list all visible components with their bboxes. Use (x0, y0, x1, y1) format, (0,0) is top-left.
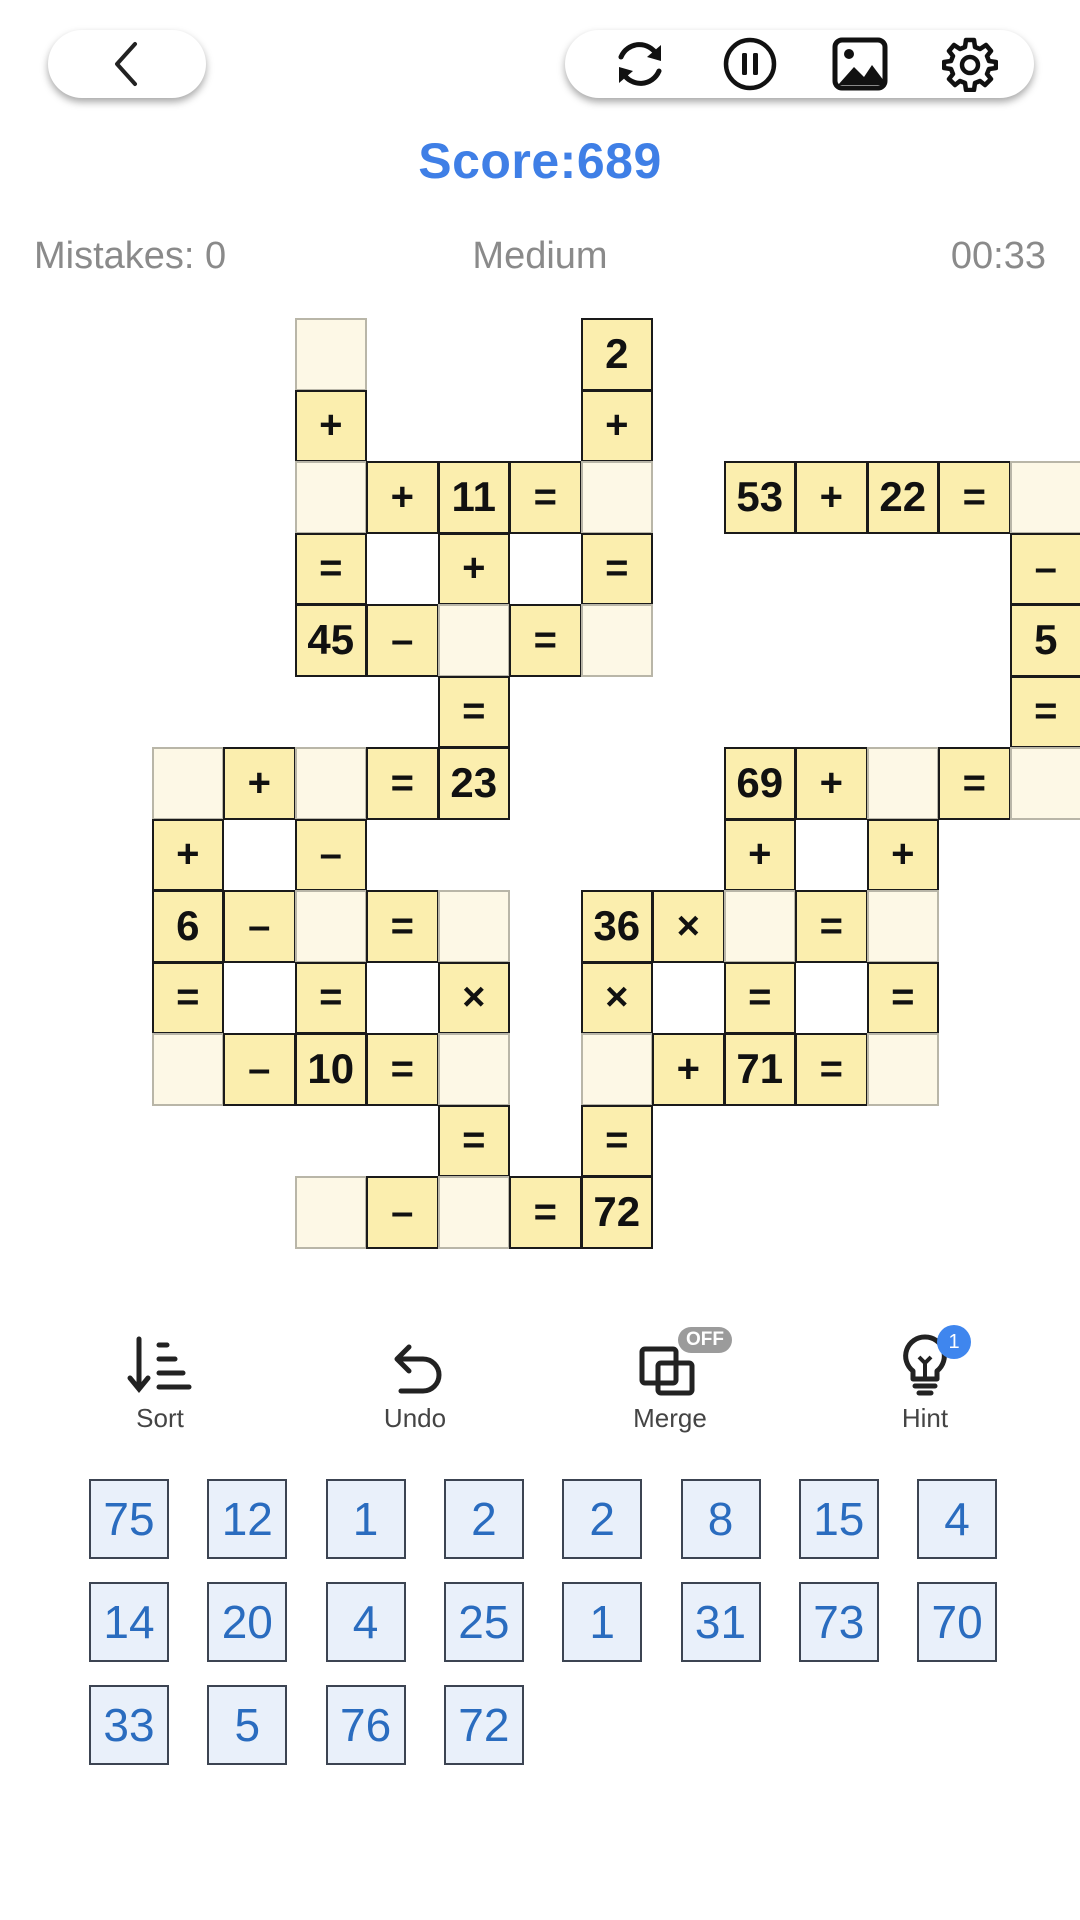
operator-cell: – (223, 890, 296, 963)
given-number-cell: 11 (438, 461, 511, 534)
operator-cell: – (1010, 533, 1080, 606)
undo-label: Undo (383, 1403, 447, 1433)
operator-cell: × (581, 962, 654, 1035)
number-tile[interactable]: 2 (562, 1479, 642, 1559)
number-tile[interactable]: 76 (326, 1685, 406, 1765)
operator-cell: = (509, 461, 582, 534)
given-number-cell: 72 (581, 1176, 654, 1249)
difficulty-label: Medium (472, 235, 608, 277)
empty-cell[interactable] (295, 461, 368, 534)
operator-cell: = (438, 676, 511, 749)
operator-cell: = (438, 1105, 511, 1178)
operator-cell: + (366, 461, 439, 534)
empty-cell[interactable] (581, 1033, 654, 1106)
number-tile[interactable]: 1 (326, 1479, 406, 1559)
operator-cell: × (438, 962, 511, 1035)
operator-cell: = (724, 962, 797, 1035)
operator-cell: = (581, 1105, 654, 1178)
empty-cell[interactable] (581, 604, 654, 677)
number-tile[interactable]: 73 (799, 1582, 879, 1662)
empty-cell[interactable] (438, 1176, 511, 1249)
number-tile[interactable]: 15 (799, 1479, 879, 1559)
operator-cell: + (867, 819, 940, 892)
empty-cell[interactable] (867, 890, 940, 963)
sort-icon (127, 1335, 193, 1397)
empty-cell[interactable] (438, 604, 511, 677)
operator-cell: = (795, 890, 868, 963)
hint-button[interactable] (855, 1325, 995, 1434)
operator-cell: = (366, 747, 439, 820)
operator-cell: = (295, 962, 368, 1035)
empty-cell[interactable] (438, 890, 511, 963)
operator-cell: + (581, 390, 654, 463)
number-tile[interactable]: 12 (207, 1479, 287, 1559)
empty-cell[interactable] (581, 461, 654, 534)
number-tile[interactable]: 25 (444, 1582, 524, 1662)
hint-label: Hint (901, 1403, 949, 1433)
given-number-cell: 23 (438, 747, 511, 820)
operator-cell: = (938, 747, 1011, 820)
empty-cell[interactable] (1010, 747, 1080, 820)
number-tile[interactable]: 2 (444, 1479, 524, 1559)
given-number-cell: 10 (295, 1033, 368, 1106)
operator-cell: = (509, 604, 582, 677)
merge-button[interactable] (600, 1325, 740, 1434)
empty-cell[interactable] (1010, 461, 1080, 534)
given-number-cell: 22 (867, 461, 940, 534)
number-tile[interactable]: 75 (89, 1479, 169, 1559)
operator-cell: – (223, 1033, 296, 1106)
operator-cell: + (724, 819, 797, 892)
operator-cell: – (366, 604, 439, 677)
empty-cell[interactable] (438, 1033, 511, 1106)
operator-cell: + (152, 819, 225, 892)
empty-cell[interactable] (152, 1033, 225, 1106)
number-tile[interactable]: 4 (326, 1582, 406, 1662)
empty-cell[interactable] (867, 747, 940, 820)
empty-cell[interactable] (867, 1033, 940, 1106)
operator-cell: = (867, 962, 940, 1035)
sort-label: Sort (136, 1403, 184, 1433)
number-tile[interactable]: 5 (207, 1685, 287, 1765)
given-number-cell: 53 (724, 461, 797, 534)
hint-count-badge: 1 (937, 1325, 971, 1359)
merge-off-badge: OFF (678, 1327, 732, 1353)
undo-icon (385, 1341, 445, 1397)
empty-cell[interactable] (724, 890, 797, 963)
number-tile[interactable]: 1 (562, 1582, 642, 1662)
score-label: Score:689 (418, 133, 662, 189)
given-number-cell: 2 (581, 318, 654, 391)
given-number-cell: 36 (581, 890, 654, 963)
number-tile[interactable]: 20 (207, 1582, 287, 1662)
number-tile[interactable]: 31 (681, 1582, 761, 1662)
given-number-cell: 71 (724, 1033, 797, 1106)
empty-cell[interactable] (295, 890, 368, 963)
operator-cell: + (223, 747, 296, 820)
operator-cell: + (795, 461, 868, 534)
operator-cell: + (295, 390, 368, 463)
operator-cell: = (795, 1033, 868, 1106)
operator-cell: = (295, 533, 368, 606)
given-number-cell: 5 (1010, 604, 1080, 677)
merge-label: Merge (633, 1403, 707, 1433)
operator-cell: = (366, 890, 439, 963)
operator-cell: × (652, 890, 725, 963)
number-tile[interactable]: 72 (444, 1685, 524, 1765)
number-tile[interactable]: 8 (681, 1479, 761, 1559)
operator-cell: = (581, 533, 654, 606)
operator-cell: – (295, 819, 368, 892)
operator-cell: + (652, 1033, 725, 1106)
empty-cell[interactable] (295, 747, 368, 820)
operator-cell: + (795, 747, 868, 820)
operator-cell: = (509, 1176, 582, 1249)
empty-cell[interactable] (295, 1176, 368, 1249)
mistakes-counter: Mistakes: 0 (34, 235, 227, 277)
operator-cell: + (438, 533, 511, 606)
empty-cell[interactable] (295, 318, 368, 391)
number-tile[interactable]: 14 (89, 1582, 169, 1662)
operator-cell: = (938, 461, 1011, 534)
number-tile[interactable]: 33 (89, 1685, 169, 1765)
number-tile[interactable]: 70 (917, 1582, 997, 1662)
timer: 00:33 (950, 235, 1046, 277)
empty-cell[interactable] (152, 747, 225, 820)
operator-cell: = (366, 1033, 439, 1106)
operator-cell: = (1010, 676, 1080, 749)
given-number-cell: 69 (724, 747, 797, 820)
number-tile[interactable]: 4 (917, 1479, 997, 1559)
sort-button[interactable] (90, 1325, 230, 1434)
given-number-cell: 6 (152, 890, 225, 963)
undo-button[interactable] (345, 1325, 485, 1434)
operator-cell: = (152, 962, 225, 1035)
operator-cell: – (366, 1176, 439, 1249)
given-number-cell: 45 (295, 604, 368, 677)
